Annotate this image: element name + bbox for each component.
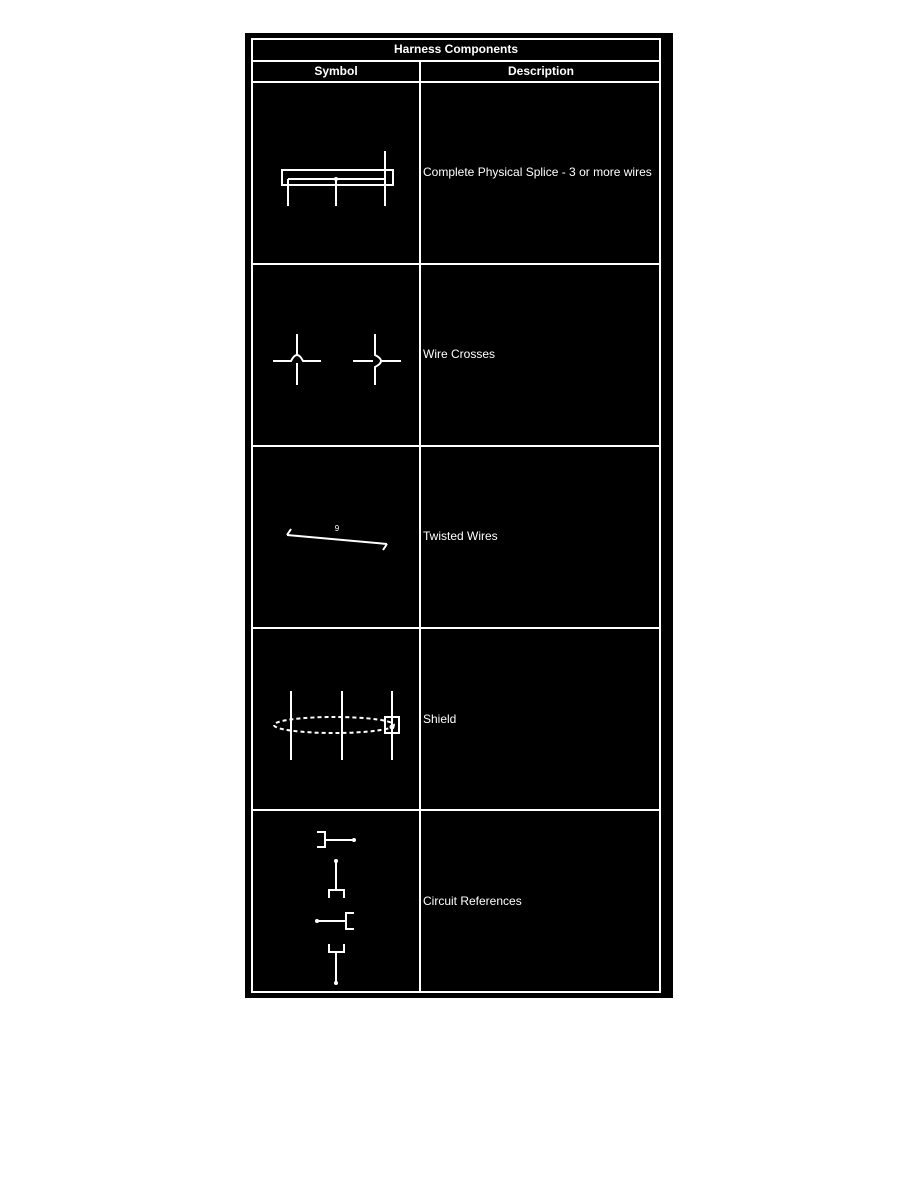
twist-count-label: 9 — [334, 524, 340, 533]
splice-symbol-icon — [253, 83, 419, 263]
twisted-wires-symbol-icon — [253, 447, 419, 627]
shield-symbol-icon — [253, 629, 419, 809]
column-header-description: Description — [507, 64, 574, 78]
column-divider — [419, 60, 421, 991]
description-wire-crosses: Wire Crosses — [423, 347, 496, 361]
description-splice: Complete Physical Splice - 3 or more wires — [423, 165, 652, 179]
description-shield: Shield — [423, 712, 457, 726]
wire-crosses-symbol-icon — [253, 265, 419, 445]
column-header-symbol: Symbol — [314, 64, 358, 78]
harness-components-table — [251, 38, 661, 993]
divider — [253, 60, 659, 62]
table-title: Harness Components — [393, 42, 519, 56]
description-circuit-references: Circuit References — [423, 894, 522, 908]
circuit-references-symbol-icon — [253, 811, 419, 991]
harness-components-sheet — [245, 33, 673, 998]
description-twisted-wires: Twisted Wires — [423, 529, 498, 543]
